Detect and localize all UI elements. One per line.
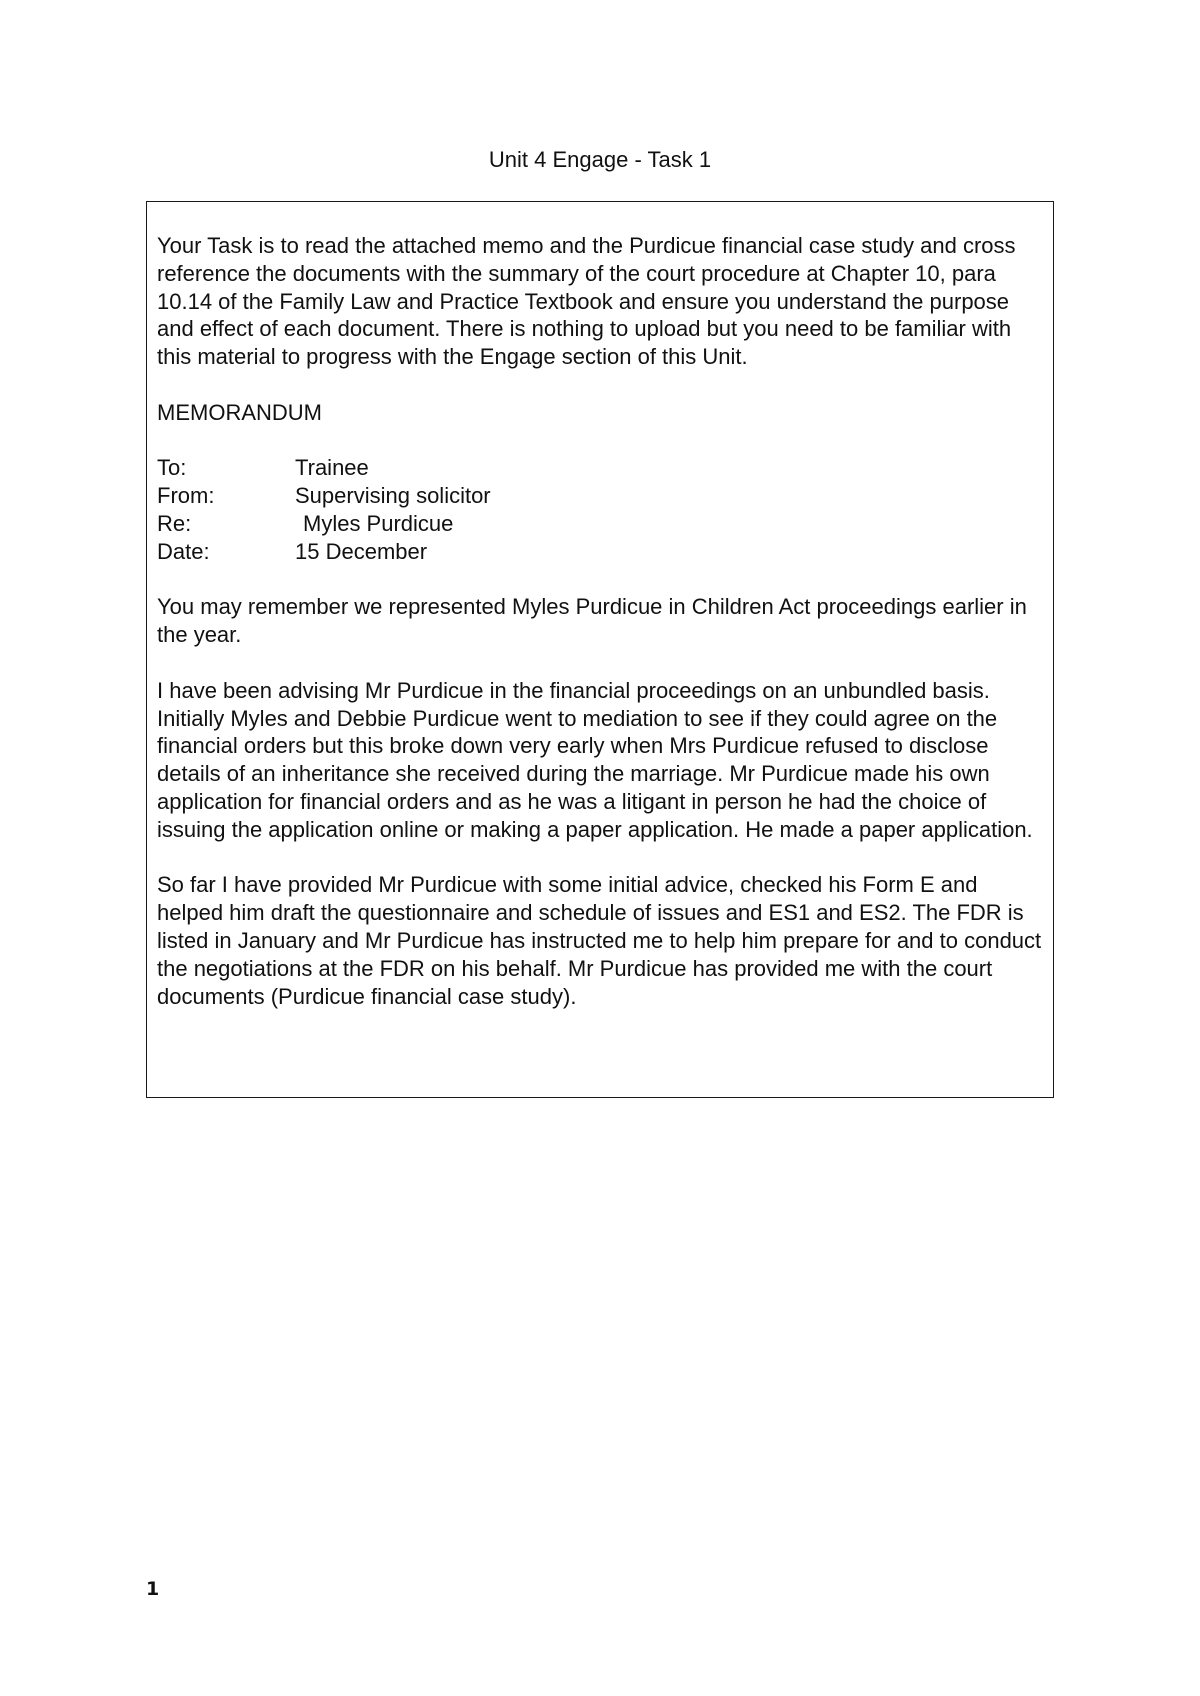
task-instructions: Your Task is to read the attached memo and the Purdicue financial case study and cross reference the documents with the summary of the court procedure at Chapter 10, para 10.14 of the Family Law and Practice Textbook and ensure you understand the purpose and effect of each document. There is nothing to upload but you need to be familiar with this material to progress with the Engage section of this Unit. — [157, 233, 1016, 370]
memo-re-value: Myles Purdicue — [303, 510, 454, 536]
memo-to-label: To: — [157, 455, 187, 481]
memo-header-fields — [157, 454, 1043, 565]
memo-from-label: From: — [157, 483, 215, 509]
memo-date-row — [157, 538, 1043, 566]
memo-date-value: 15 December — [295, 538, 428, 564]
memo-heading: MEMORANDUM — [157, 399, 322, 425]
memo-from-value: Supervising solicitor — [295, 483, 491, 509]
memo-re-row — [157, 510, 1043, 538]
page-number: 1 — [146, 1578, 160, 1600]
memo-to-row — [157, 454, 1043, 482]
memo-to-value: Trainee — [295, 455, 369, 481]
memo-paragraph: So far I have provided Mr Purdicue with some initial advice, checked his Form E and helped him draft the questionnaire and schedule of issues and ES1 and ES2. The FDR is listed in January and Mr Purdicue has instructed me to help him prepare for and to conduct the negotiations at the FDR on his behalf. Mr Purdicue has provided me with the court documents (Purdicue financial case study). — [157, 872, 1042, 1009]
memo-date-label: Date: — [157, 538, 210, 564]
memo-from-row — [157, 482, 1043, 510]
page-title: Unit 4 Engage - Task 1 — [488, 147, 712, 172]
memo-paragraph: I have been advising Mr Purdicue in the financial proceedings on an unbundled basis. Initially Myles and Debbie Purdicue went to mediation to see if they could agree on the financial orders but this broke down very early when Mrs Purdicue refused to disclose details of an inheritance she received during the marriage. Mr Purdicue made his own application for financial orders and as he was a litigant in person he had the choice of issuing the application online or making a paper application. He made a paper application. — [157, 677, 1033, 842]
memo-paragraph: You may remember we represented Myles Purdicue in Children Act proceedings earlier in the year. — [157, 594, 1027, 648]
memo-re-label: Re: — [157, 510, 192, 536]
task-content-box — [146, 201, 1054, 1098]
